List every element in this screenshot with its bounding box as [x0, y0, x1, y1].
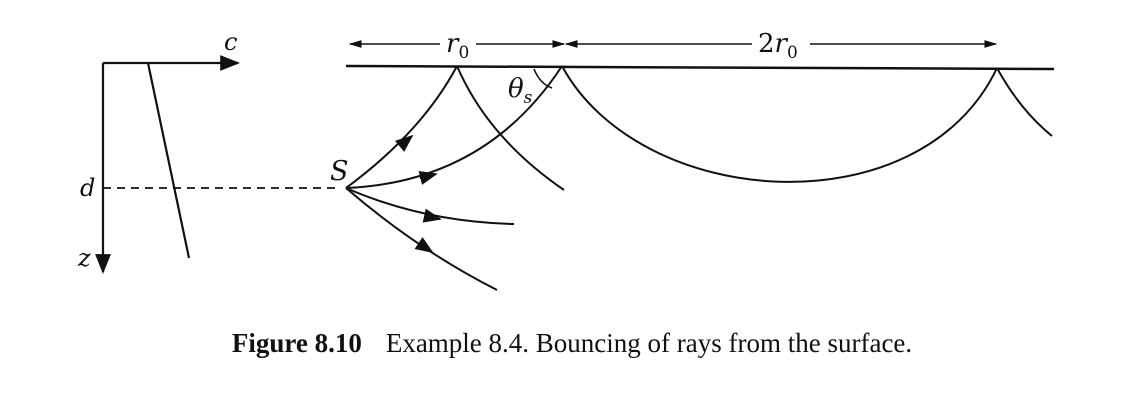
ray-4 — [346, 188, 497, 290]
figure-number: Figure 8.10 — [231, 328, 362, 358]
c-label: c — [224, 28, 238, 56]
r0-label: $r_0$ — [446, 29, 470, 63]
z-label: z — [78, 244, 91, 272]
ray-3 — [346, 188, 514, 224]
ray-4-arrow — [420, 244, 432, 252]
caption-text: Example 8.4. Bouncing of rays from the surface. — [385, 328, 913, 358]
ray-2-bounce-arc — [562, 66, 997, 182]
ray-2 — [346, 66, 562, 188]
surface-line — [346, 66, 1054, 69]
figure-caption — [0, 328, 1144, 359]
source-label: S — [330, 156, 349, 187]
ray-2-continued — [997, 68, 1052, 136]
velocity-profile-line — [148, 63, 189, 258]
2r0-label: $2r_0$ — [758, 29, 798, 63]
angle-label: $\theta_s$ — [508, 74, 533, 108]
d-label: d — [80, 174, 96, 202]
